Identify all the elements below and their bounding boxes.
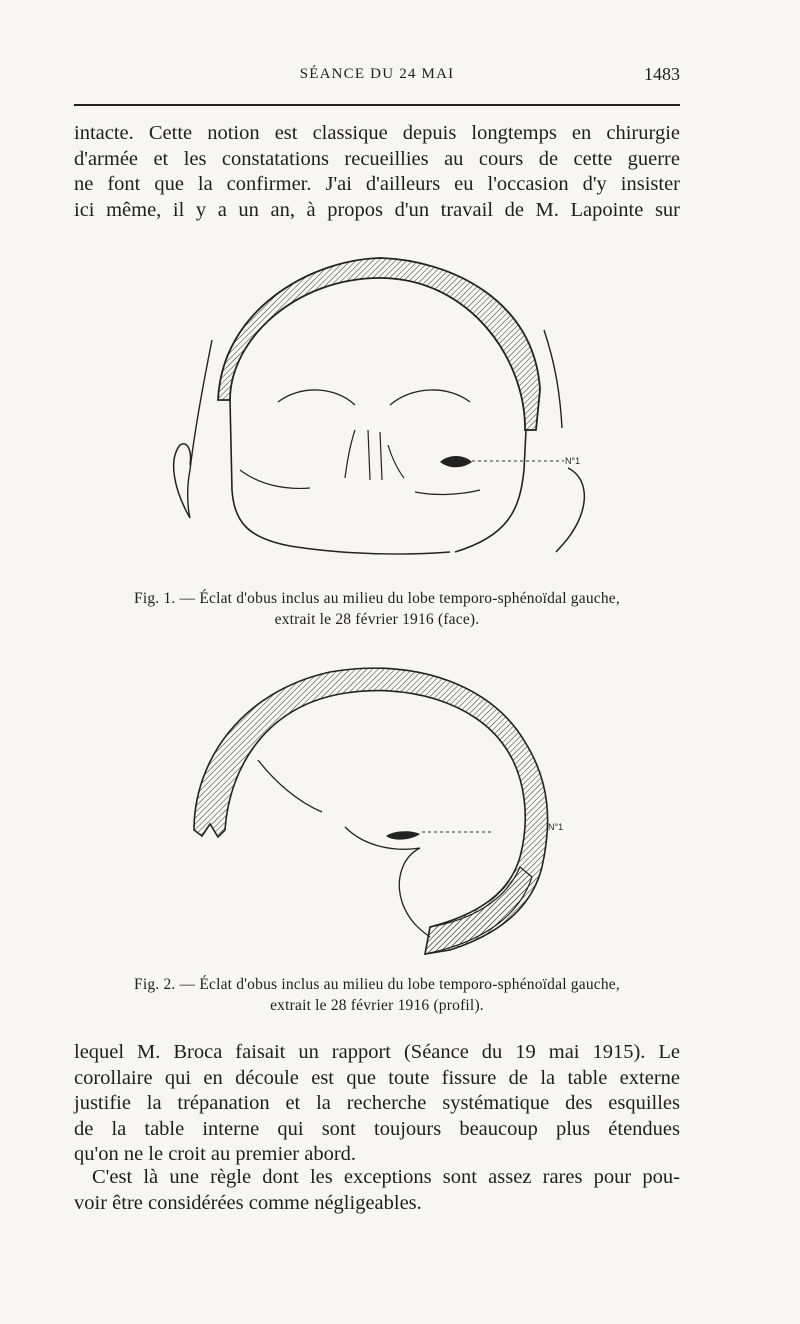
figure-1-skull-front — [150, 240, 610, 580]
figure-1-label: N°1 — [565, 456, 581, 466]
figure-2-caption — [74, 974, 680, 1016]
text-line: voir être considérées comme négligeables. — [74, 1191, 422, 1214]
text-line: intacte. Cette notion est classique depuis longtemps en chirurgie — [74, 122, 680, 144]
text-line: justifie la trépanation et la recherche systématique des esquilles — [74, 1092, 680, 1114]
text-line: de la table interne qui sont toujours beaucoup plus étendues — [74, 1117, 680, 1140]
page-header — [74, 62, 680, 90]
figure-2-label: N°1 — [548, 822, 564, 832]
text-line: lequel M. Broca faisait un rapport (Séance du 19 mai 1915). Le — [74, 1041, 680, 1063]
caption-line: Fig. 2. — Éclat d'obus inclus au milieu du lobe temporo-sphénoïdal gauche, — [134, 976, 620, 993]
caption-line: Fig. 1. — Éclat d'obus inclus au milieu du lobe temporo-sphénoïdal gauche, — [134, 590, 620, 607]
skull-vault-hatched — [218, 258, 540, 430]
text-line: corollaire qui en découle est que toute fissure de la table externe — [74, 1066, 680, 1089]
jaw-line — [290, 546, 450, 554]
text-line: ici même, il y a un an, à propos d'un travail de M. Lapointe sur — [74, 198, 680, 221]
temporal-lobe-outline — [399, 848, 430, 937]
text-line: ne font que la confirmer. J'ai d'ailleurs eu l'occasion d'y insister — [74, 173, 680, 195]
paragraph-bottom — [74, 1040, 680, 1168]
caption-line: extrait le 28 février 1916 (face). — [274, 611, 480, 628]
head-outline — [455, 430, 526, 552]
head-outline — [230, 400, 290, 546]
shell-fragment — [440, 456, 472, 467]
right-ear — [556, 468, 584, 552]
text-line: C'est là une règle dont les exceptions sont assez rares pour pou- — [92, 1166, 680, 1188]
running-title: SÉANCE DU 24 MAI — [299, 66, 455, 82]
text-line: qu'on ne le croit au premier abord. — [74, 1143, 357, 1165]
left-orbit — [278, 390, 355, 405]
text-line: d'armée et les constatations recueillies au cours de cette guerre — [74, 147, 680, 170]
paragraph-top — [74, 121, 680, 223]
figure-2-skull-profile — [180, 652, 600, 964]
caption-line: extrait le 28 février 1916 (profil). — [270, 997, 484, 1014]
right-orbit — [390, 390, 470, 405]
page-number: 1483 — [644, 64, 680, 84]
paragraph-last — [74, 1165, 680, 1216]
figure-1-caption — [74, 588, 680, 630]
header-rule — [74, 104, 680, 106]
shell-fragment — [386, 831, 420, 839]
